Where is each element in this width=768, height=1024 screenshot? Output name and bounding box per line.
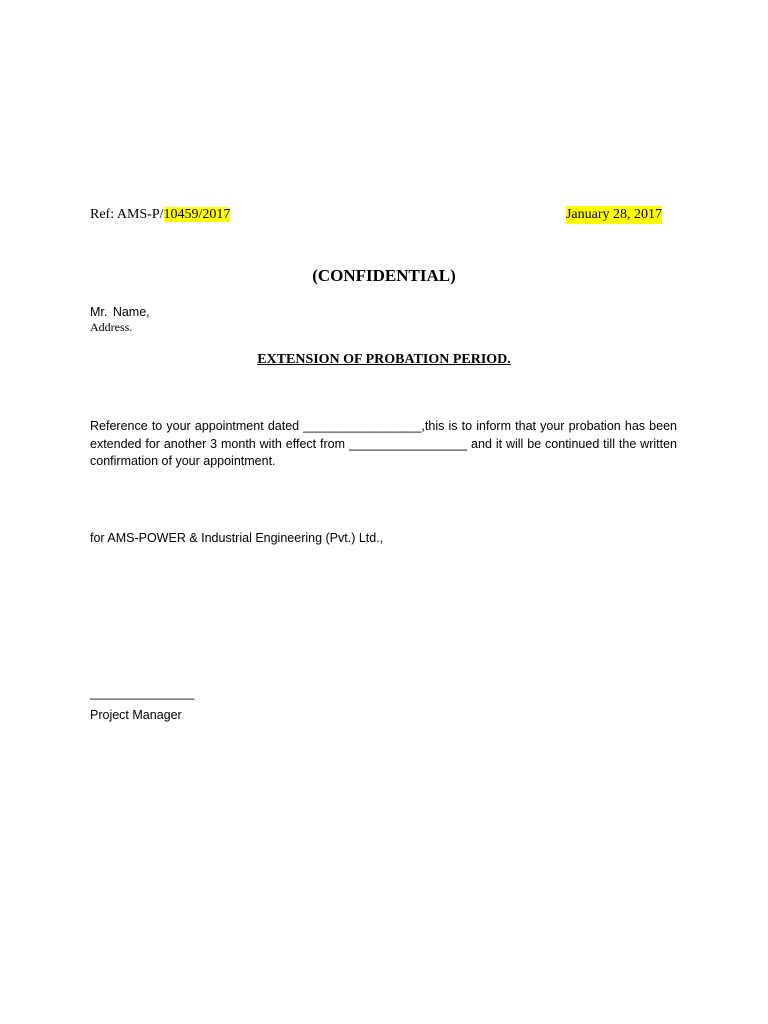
letter-date: January 28, 2017 bbox=[565, 207, 662, 222]
company-signoff: for AMS-POWER & Industrial Engineering (Pvt.) Ltd., bbox=[90, 531, 384, 545]
reference-number bbox=[90, 206, 230, 224]
signatory-title: Project Manager bbox=[90, 708, 182, 722]
recipient-name: Mr. Name, bbox=[90, 305, 150, 319]
confidential-heading: (CONFIDENTIAL) bbox=[312, 266, 456, 285]
reference-number-highlighted: 10459/2017 bbox=[163, 207, 231, 222]
reference-prefix: Ref: AMS-P/ bbox=[90, 207, 164, 222]
subject-heading: EXTENSION OF PROBATION PERIOD. bbox=[257, 352, 511, 367]
recipient-address: Address. bbox=[90, 320, 133, 334]
signature-line: _______________ bbox=[90, 686, 195, 700]
body-paragraph: Reference to your appointment dated _________________,this is to inform that your probation has been extended for another 3 month with effect from _________________ and it will be continued till the written confirmation of your appointment. bbox=[90, 419, 677, 468]
